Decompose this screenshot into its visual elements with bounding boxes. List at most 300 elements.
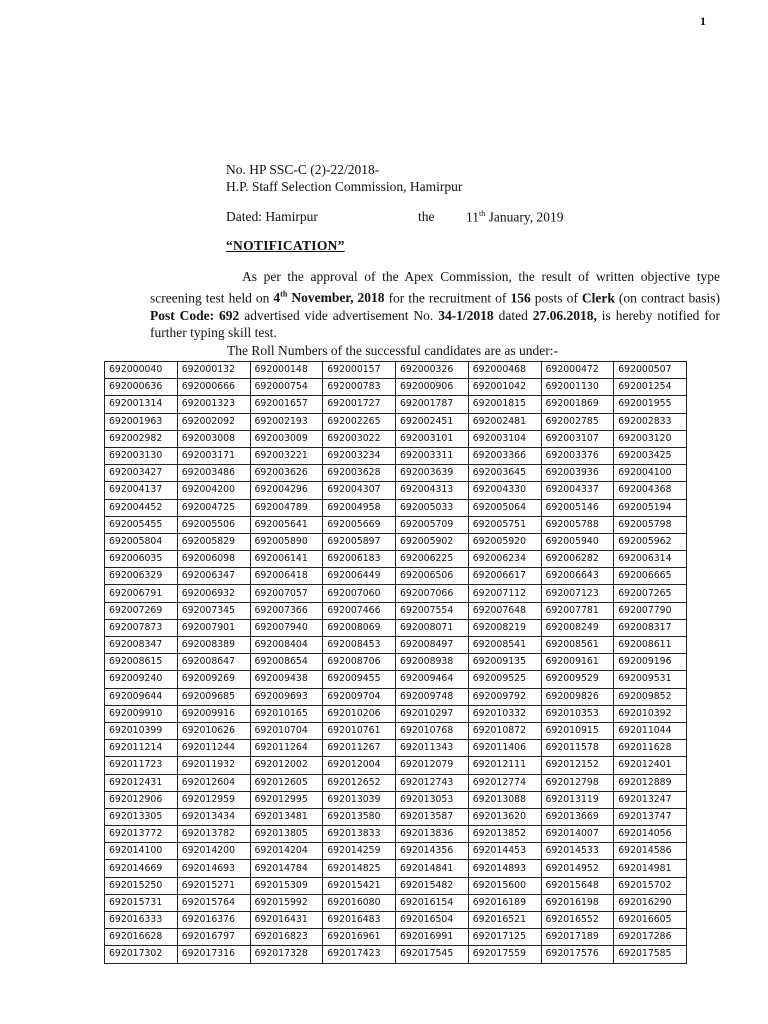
roll-number-cell: 692016333	[105, 912, 178, 929]
roll-number-cell: 692008071	[396, 619, 469, 636]
roll-number-cell: 692013805	[250, 826, 323, 843]
table-row	[105, 722, 687, 739]
roll-number-cell: 692004725	[177, 499, 250, 516]
roll-number-cell: 692001815	[468, 396, 541, 413]
roll-number-cell: 692016961	[323, 929, 396, 946]
roll-number-cell: 692003022	[323, 430, 396, 447]
roll-number-cell: 692016504	[396, 912, 469, 929]
roll-number-cell: 692008453	[323, 637, 396, 654]
roll-number-cell: 692008347	[105, 637, 178, 654]
p1-text-4: (on contract basis)	[614, 290, 720, 305]
table-row	[105, 671, 687, 688]
roll-number-cell: 692007269	[105, 602, 178, 619]
table-row	[105, 808, 687, 825]
roll-number-cell: 692016628	[105, 929, 178, 946]
roll-number-cell: 692009529	[541, 671, 614, 688]
roll-number-cell: 692016552	[541, 912, 614, 929]
roll-number-cell: 692010206	[323, 705, 396, 722]
table-row	[105, 912, 687, 929]
roll-number-cell: 692010768	[396, 722, 469, 739]
roll-number-cell: 692013088	[468, 791, 541, 808]
table-row	[105, 482, 687, 499]
roll-number-cell: 692001130	[541, 379, 614, 396]
roll-number-cell: 692014356	[396, 843, 469, 860]
roll-number-cell: 692009748	[396, 688, 469, 705]
roll-number-cell: 692014693	[177, 860, 250, 877]
roll-number-cell: 692012889	[614, 774, 687, 791]
roll-number-cell: 692007901	[177, 619, 250, 636]
roll-number-cell: 692006791	[105, 585, 178, 602]
roll-number-cell: 692003171	[177, 447, 250, 464]
roll-number-cell: 692007554	[396, 602, 469, 619]
roll-number-cell: 692016080	[323, 894, 396, 911]
roll-number-cell: 692003130	[105, 447, 178, 464]
roll-number-cell: 692010872	[468, 722, 541, 739]
roll-number-cell: 692004200	[177, 482, 250, 499]
roll-number-cell: 692004452	[105, 499, 178, 516]
roll-number-cell: 692015731	[105, 894, 178, 911]
roll-number-cell: 692003626	[250, 465, 323, 482]
roll-number-cell: 692006141	[250, 551, 323, 568]
paragraph-roll-intro: The Roll Numbers of the successful candidates are as under:-	[227, 342, 559, 358]
roll-number-cell: 692008654	[250, 654, 323, 671]
roll-number-cell: 692013833	[323, 826, 396, 843]
roll-number-cell: 692007466	[323, 602, 396, 619]
roll-number-cell: 692015309	[250, 877, 323, 894]
advertisement-number: 34-1/2018	[438, 307, 494, 323]
roll-number-cell: 692004330	[468, 482, 541, 499]
roll-number-cell: 692016198	[541, 894, 614, 911]
roll-number-cell: 692009916	[177, 705, 250, 722]
roll-number-cell: 692006449	[323, 568, 396, 585]
roll-number-cell: 692009161	[541, 654, 614, 671]
roll-number-cell: 692014784	[250, 860, 323, 877]
roll-number-cell: 692007060	[323, 585, 396, 602]
roll-number-cell: 692010399	[105, 722, 178, 739]
roll-number-cell: 692014007	[541, 826, 614, 843]
roll-number-cell: 692004100	[614, 465, 687, 482]
roll-number-cell: 692009792	[468, 688, 541, 705]
roll-number-cell: 692013836	[396, 826, 469, 843]
roll-number-cell: 692003104	[468, 430, 541, 447]
roll-number-cell: 692013119	[541, 791, 614, 808]
roll-number-cell: 692009455	[323, 671, 396, 688]
roll-number-cell: 692009531	[614, 671, 687, 688]
roll-number-cell: 692000040	[105, 362, 178, 379]
table-row	[105, 757, 687, 774]
roll-number-cell: 692001657	[250, 396, 323, 413]
p1-text-1: As per the approval of the Apex Commission, the result of written objective type screening test held on	[150, 269, 720, 305]
roll-number-cell: 692011264	[250, 740, 323, 757]
roll-number-cell: 692005641	[250, 516, 323, 533]
roll-number-cell: 692015648	[541, 877, 614, 894]
roll-number-cell: 692005804	[105, 533, 178, 550]
roll-number-cell: 692012152	[541, 757, 614, 774]
roll-number-cell: 692001254	[614, 379, 687, 396]
roll-number-cell: 692016605	[614, 912, 687, 929]
roll-number-cell: 692003008	[177, 430, 250, 447]
roll-number-cell: 692014200	[177, 843, 250, 860]
roll-number-cell: 692016431	[250, 912, 323, 929]
roll-number-cell: 692008541	[468, 637, 541, 654]
roll-number-cell: 692006617	[468, 568, 541, 585]
roll-number-cell: 692000472	[541, 362, 614, 379]
table-row	[105, 379, 687, 396]
roll-number-cell: 692009826	[541, 688, 614, 705]
date-day: 11	[466, 209, 479, 225]
roll-number-cell: 692005194	[614, 499, 687, 516]
roll-number-cell: 692014259	[323, 843, 396, 860]
roll-number-cell: 692005709	[396, 516, 469, 533]
roll-number-cell: 692016189	[468, 894, 541, 911]
table-row	[105, 619, 687, 636]
roll-number-cell: 692002092	[177, 413, 250, 430]
roll-number-cell: 692012906	[105, 791, 178, 808]
roll-number-cell: 692001314	[105, 396, 178, 413]
posts-count: 156	[510, 290, 531, 305]
roll-number-cell: 692005798	[614, 516, 687, 533]
roll-number-table-body	[105, 362, 687, 964]
roll-number-cell: 692011267	[323, 740, 396, 757]
roll-number-cell: 692010626	[177, 722, 250, 739]
roll-number-cell: 692003639	[396, 465, 469, 482]
roll-number-cell: 692017585	[614, 946, 687, 963]
paragraph-result	[150, 268, 720, 342]
roll-number-cell: 692003936	[541, 465, 614, 482]
roll-number-cell: 692004307	[323, 482, 396, 499]
roll-number-cell: 692015250	[105, 877, 178, 894]
roll-number-cell: 692012004	[323, 757, 396, 774]
roll-number-cell: 692011578	[541, 740, 614, 757]
roll-number-cell: 692013481	[250, 808, 323, 825]
roll-number-cell: 692012798	[541, 774, 614, 791]
roll-number-cell: 692006643	[541, 568, 614, 585]
roll-number-cell: 692008389	[177, 637, 250, 654]
roll-number-cell: 692011723	[105, 757, 178, 774]
roll-number-cell: 692012401	[614, 757, 687, 774]
roll-number-cell: 692014100	[105, 843, 178, 860]
roll-number-cell: 692003120	[614, 430, 687, 447]
table-row	[105, 551, 687, 568]
roll-number-cell: 692013053	[396, 791, 469, 808]
roll-number-cell: 692005455	[105, 516, 178, 533]
roll-number-cell: 692009464	[396, 671, 469, 688]
roll-number-cell: 692004368	[614, 482, 687, 499]
roll-number-cell: 692008249	[541, 619, 614, 636]
the-label: the	[418, 209, 435, 224]
roll-number-cell: 692005788	[541, 516, 614, 533]
roll-number-cell: 692007066	[396, 585, 469, 602]
roll-number-cell: 692001323	[177, 396, 250, 413]
roll-number-cell: 692012605	[250, 774, 323, 791]
roll-number-cell: 692010165	[250, 705, 323, 722]
roll-number-cell: 692010704	[250, 722, 323, 739]
table-row	[105, 499, 687, 516]
roll-number-cell: 692015764	[177, 894, 250, 911]
roll-number-cell: 692009135	[468, 654, 541, 671]
roll-number-cell: 692005033	[396, 499, 469, 516]
roll-number-cell: 692011932	[177, 757, 250, 774]
roll-number-cell: 692006418	[250, 568, 323, 585]
roll-number-cell: 692003107	[541, 430, 614, 447]
roll-number-cell: 692005146	[541, 499, 614, 516]
roll-number-cell: 692002982	[105, 430, 178, 447]
exam-date: 4th November, 2018	[273, 289, 385, 305]
roll-number-cell: 692010392	[614, 705, 687, 722]
roll-number-cell: 692008615	[105, 654, 178, 671]
roll-number-cell: 692012774	[468, 774, 541, 791]
roll-number-cell: 692006225	[396, 551, 469, 568]
table-row	[105, 447, 687, 464]
roll-number-cell: 692009525	[468, 671, 541, 688]
roll-number-cell: 692006665	[614, 568, 687, 585]
roll-number-cell: 692012079	[396, 757, 469, 774]
roll-number-cell: 692013747	[614, 808, 687, 825]
p1-text-5: advertised vide advertisement No.	[239, 307, 439, 323]
p1-text-6: dated	[493, 307, 533, 323]
roll-number-cell: 692001963	[105, 413, 178, 430]
roll-number-cell: 692013039	[323, 791, 396, 808]
roll-number-cell: 692001787	[396, 396, 469, 413]
reference-number: No. HP SSC-C (2)-22/2018-	[226, 162, 380, 177]
roll-number-cell: 692016154	[396, 894, 469, 911]
page-number: 1	[700, 14, 706, 28]
table-row	[105, 533, 687, 550]
roll-number-cell: 692005064	[468, 499, 541, 516]
table-row	[105, 843, 687, 860]
roll-number-cell: 692013772	[105, 826, 178, 843]
roll-number-cell: 692002833	[614, 413, 687, 430]
roll-number-cell: 692009685	[177, 688, 250, 705]
roll-number-cell: 692000754	[250, 379, 323, 396]
roll-number-cell: 692003645	[468, 465, 541, 482]
p1-text-7: is hereby notified for further typing skill test.	[150, 307, 720, 340]
roll-number-cell: 692015482	[396, 877, 469, 894]
roll-number-cell: 692013247	[614, 791, 687, 808]
roll-number-cell: 692002451	[396, 413, 469, 430]
roll-number-cell: 692016483	[323, 912, 396, 929]
roll-number-cell: 692007265	[614, 585, 687, 602]
roll-number-cell: 692003311	[396, 447, 469, 464]
roll-number-cell: 692003486	[177, 465, 250, 482]
roll-number-cell: 692006183	[323, 551, 396, 568]
roll-number-cell: 692013580	[323, 808, 396, 825]
roll-number-cell: 692017559	[468, 946, 541, 963]
roll-number-cell: 692005751	[468, 516, 541, 533]
roll-number-cell: 692017545	[396, 946, 469, 963]
roll-number-cell: 692013434	[177, 808, 250, 825]
roll-number-cell: 692008219	[468, 619, 541, 636]
roll-number-cell: 692000326	[396, 362, 469, 379]
roll-number-cell: 692004337	[541, 482, 614, 499]
table-row	[105, 774, 687, 791]
roll-number-cell: 692002481	[468, 413, 541, 430]
table-row	[105, 894, 687, 911]
roll-number-cell: 692003628	[323, 465, 396, 482]
roll-number-cell: 692003221	[250, 447, 323, 464]
roll-number-cell: 692005829	[177, 533, 250, 550]
table-row	[105, 585, 687, 602]
roll-number-cell: 692010353	[541, 705, 614, 722]
roll-number-cell: 692005897	[323, 533, 396, 550]
roll-number-cell: 692012002	[250, 757, 323, 774]
roll-number-cell: 692011343	[396, 740, 469, 757]
roll-number-cell: 692007648	[468, 602, 541, 619]
roll-number-cell: 692007873	[105, 619, 178, 636]
table-row	[105, 929, 687, 946]
table-row	[105, 877, 687, 894]
roll-number-cell: 692013782	[177, 826, 250, 843]
roll-number-cell: 692008404	[250, 637, 323, 654]
roll-number-cell: 692016521	[468, 912, 541, 929]
table-row	[105, 602, 687, 619]
roll-number-cell: 692015702	[614, 877, 687, 894]
roll-number-cell: 692010332	[468, 705, 541, 722]
roll-number-cell: 692003366	[468, 447, 541, 464]
table-row	[105, 705, 687, 722]
roll-number-cell: 692017328	[250, 946, 323, 963]
roll-number-cell: 692004313	[396, 482, 469, 499]
roll-number-cell: 692002193	[250, 413, 323, 430]
roll-number-cell: 692006282	[541, 551, 614, 568]
roll-number-cell: 692011214	[105, 740, 178, 757]
roll-number-cell: 692002785	[541, 413, 614, 430]
roll-number-cell: 692004296	[250, 482, 323, 499]
roll-number-cell: 692011244	[177, 740, 250, 757]
roll-number-cell: 692004789	[250, 499, 323, 516]
table-row	[105, 688, 687, 705]
roll-number-cell: 692007123	[541, 585, 614, 602]
roll-number-cell: 692009196	[614, 654, 687, 671]
roll-number-cell: 692003101	[396, 430, 469, 447]
roll-number-cell: 692009852	[614, 688, 687, 705]
roll-number-cell: 692015271	[177, 877, 250, 894]
roll-number-cell: 692003425	[614, 447, 687, 464]
roll-number-cell: 692010297	[396, 705, 469, 722]
roll-number-cell: 692015600	[468, 877, 541, 894]
date-day-suffix: th	[479, 209, 486, 218]
roll-number-cell: 692011044	[614, 722, 687, 739]
roll-number-cell: 692015992	[250, 894, 323, 911]
table-row	[105, 465, 687, 482]
roll-number-cell: 692003427	[105, 465, 178, 482]
roll-number-cell: 692005940	[541, 533, 614, 550]
roll-number-cell: 692013669	[541, 808, 614, 825]
roll-number-cell: 692007112	[468, 585, 541, 602]
post-code: Post Code: 692	[150, 307, 240, 323]
roll-number-cell: 692007366	[250, 602, 323, 619]
roll-number-cell: 692009240	[105, 671, 178, 688]
roll-number-cell: 692013587	[396, 808, 469, 825]
roll-number-cell: 692016290	[614, 894, 687, 911]
roll-number-cell: 692016376	[177, 912, 250, 929]
roll-number-cell: 692006932	[177, 585, 250, 602]
roll-number-cell: 692014586	[614, 843, 687, 860]
roll-number-cell: 692012431	[105, 774, 178, 791]
roll-number-cell: 692008706	[323, 654, 396, 671]
roll-number-cell: 692006314	[614, 551, 687, 568]
table-row	[105, 637, 687, 654]
roll-number-cell: 692017423	[323, 946, 396, 963]
roll-number-cell: 692009693	[250, 688, 323, 705]
table-row	[105, 860, 687, 877]
roll-number-cell: 692014841	[396, 860, 469, 877]
roll-number-cell: 692014825	[323, 860, 396, 877]
roll-number-cell: 692009438	[250, 671, 323, 688]
roll-number-cell: 692006506	[396, 568, 469, 585]
roll-number-cell: 692007781	[541, 602, 614, 619]
roll-number-cell: 692007940	[250, 619, 323, 636]
roll-number-cell: 692000507	[614, 362, 687, 379]
roll-number-cell: 692017286	[614, 929, 687, 946]
roll-number-cell: 692008317	[614, 619, 687, 636]
table-row	[105, 396, 687, 413]
roll-number-cell: 692007790	[614, 602, 687, 619]
roll-number-cell: 692005920	[468, 533, 541, 550]
roll-number-cell: 692008069	[323, 619, 396, 636]
roll-number-cell: 692015421	[323, 877, 396, 894]
roll-number-cell: 692006234	[468, 551, 541, 568]
table-row	[105, 362, 687, 379]
roll-number-cell: 692014893	[468, 860, 541, 877]
roll-number-cell: 692014981	[614, 860, 687, 877]
roll-number-cell: 692006098	[177, 551, 250, 568]
roll-number-cell: 692002265	[323, 413, 396, 430]
table-row	[105, 430, 687, 447]
roll-number-cell: 692009644	[105, 688, 178, 705]
roll-number-cell: 692008647	[177, 654, 250, 671]
roll-number-cell: 692000906	[396, 379, 469, 396]
roll-number-cell: 692017576	[541, 946, 614, 963]
roll-number-cell: 692012995	[250, 791, 323, 808]
roll-number-cell: 692012111	[468, 757, 541, 774]
p1-text-3: posts of	[530, 290, 582, 305]
roll-number-cell: 692006329	[105, 568, 178, 585]
table-row	[105, 826, 687, 843]
roll-number-cell: 692000636	[105, 379, 178, 396]
roll-number-cell: 692011628	[614, 740, 687, 757]
roll-number-cell: 692014453	[468, 843, 541, 860]
date-value	[466, 209, 563, 226]
roll-number-cell: 692001042	[468, 379, 541, 396]
roll-number-cell: 692014533	[541, 843, 614, 860]
roll-number-cell: 692005669	[323, 516, 396, 533]
notification-body	[150, 268, 720, 359]
roll-number-cell: 692012959	[177, 791, 250, 808]
date-month-year: January, 2019	[485, 209, 564, 225]
roll-number-cell: 692017302	[105, 946, 178, 963]
roll-number-cell: 692017189	[541, 929, 614, 946]
notification-title: “NOTIFICATION”	[226, 238, 345, 253]
roll-number-cell: 692014204	[250, 843, 323, 860]
roll-number-cell: 692003376	[541, 447, 614, 464]
roll-number-cell: 692005962	[614, 533, 687, 550]
table-row	[105, 946, 687, 963]
roll-number-table	[104, 361, 687, 964]
roll-number-cell: 692001727	[323, 396, 396, 413]
p1-text-2: for the recruitment of	[384, 290, 511, 305]
roll-number-cell: 692000132	[177, 362, 250, 379]
table-row	[105, 568, 687, 585]
roll-number-cell: 692012743	[396, 774, 469, 791]
roll-number-cell: 692011406	[468, 740, 541, 757]
roll-number-cell: 692005506	[177, 516, 250, 533]
roll-number-cell: 692003009	[250, 430, 323, 447]
roll-number-cell: 692016797	[177, 929, 250, 946]
roll-number-cell: 692000157	[323, 362, 396, 379]
table-row	[105, 516, 687, 533]
roll-number-cell: 692001869	[541, 396, 614, 413]
